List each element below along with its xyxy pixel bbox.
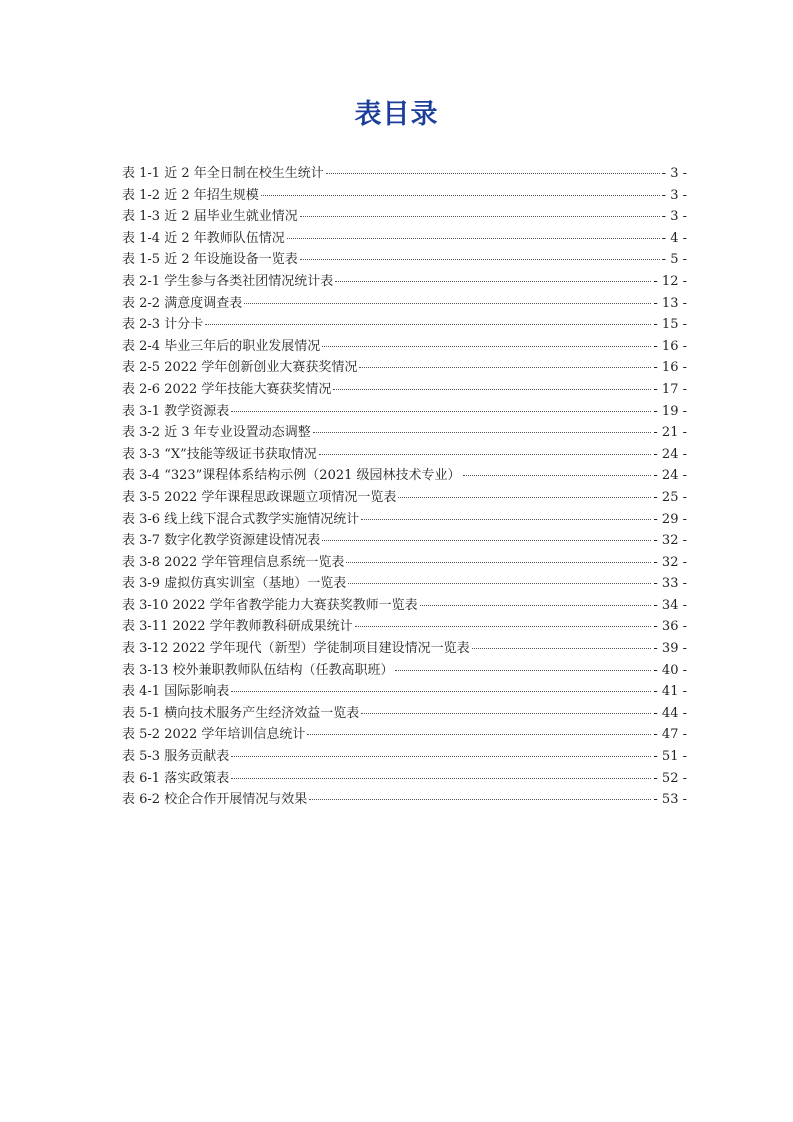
toc-entry-page-number: - 39 - [653, 641, 687, 657]
toc-entry-page-number: - 3 - [661, 187, 687, 203]
dot-leader [335, 281, 651, 282]
toc-entry-page-number: - 33 - [653, 576, 687, 592]
toc-entry-page-number: - 3 - [661, 209, 687, 225]
toc-entry-page-number: - 16 - [653, 338, 687, 354]
toc-entry[interactable] [122, 206, 687, 228]
dot-leader [300, 259, 660, 260]
toc-entry-page-number: - 17 - [653, 381, 687, 397]
toc-entry-label: 表 4-1 国际影响表 [122, 684, 230, 700]
toc-entry-page-number: - 44 - [653, 705, 687, 721]
toc-entry-label: 表 2-4 毕业三年后的职业发展情况 [122, 338, 321, 354]
toc-entry[interactable] [122, 271, 687, 293]
toc-entry-label: 表 3-4 “323”课程体系结构示例（2021 级园林技术专业） [122, 468, 461, 484]
toc-entry[interactable] [122, 789, 687, 811]
toc-entry[interactable] [122, 768, 687, 790]
toc-entry-page-number: - 19 - [653, 403, 687, 419]
toc-entry-label: 表 1-3 近 2 届毕业生就业情况 [122, 209, 298, 225]
toc-entry[interactable] [122, 746, 687, 768]
toc-entry[interactable] [122, 293, 687, 315]
toc-entry-label: 表 3-8 2022 学年管理信息系统一览表 [122, 554, 345, 570]
dot-leader [346, 562, 651, 563]
toc-entry-page-number: - 24 - [653, 468, 687, 484]
toc-entry-label: 表 2-1 学生参与各类社团情况统计表 [122, 273, 334, 289]
dot-leader [355, 626, 652, 627]
dot-leader [322, 540, 651, 541]
dot-leader [420, 605, 652, 606]
toc-entry-label: 表 2-3 计分卡 [122, 317, 204, 333]
toc-entry-page-number: - 29 - [653, 511, 687, 527]
toc-entry-page-number: - 32 - [653, 533, 687, 549]
dot-leader [319, 454, 652, 455]
toc-entry-label: 表 6-2 校企合作开展情况与效果 [122, 792, 308, 808]
toc-entry-page-number: - 12 - [653, 273, 687, 289]
dot-leader [313, 432, 652, 433]
toc-entry-label: 表 5-3 服务贡献表 [122, 749, 230, 765]
toc-entry-label: 表 3-7 数字化教学资源建设情况表 [122, 533, 321, 549]
toc-entry-label: 表 2-5 2022 学年创新创业大赛获奖情况 [122, 360, 358, 376]
toc-entry-label: 表 3-1 教学资源表 [122, 403, 230, 419]
toc-entry-page-number: - 3 - [661, 166, 687, 181]
toc-entry[interactable] [122, 573, 687, 595]
toc-entry[interactable] [122, 509, 687, 531]
dot-leader [326, 173, 660, 174]
dot-leader [322, 346, 651, 347]
toc-entry-label: 表 3-3 “X”技能等级证书获取情况 [122, 446, 317, 462]
toc-entry-page-number: - 51 - [653, 749, 687, 765]
toc-entry[interactable] [122, 401, 687, 423]
toc-entry-label: 表 3-10 2022 学年省教学能力大赛获奖教师一览表 [122, 597, 418, 613]
dot-leader [231, 691, 651, 692]
toc-entry-label: 表 3-5 2022 学年课程思政课题立项情况一览表 [122, 489, 397, 505]
toc-entry-page-number: - 5 - [661, 252, 687, 268]
dot-leader [348, 583, 651, 584]
dot-leader [333, 389, 651, 390]
toc-entry-label: 表 5-1 横向技术服务产生经济效益一览表 [122, 705, 360, 721]
toc-entry[interactable] [122, 552, 687, 574]
toc-entry-page-number: - 36 - [653, 619, 687, 635]
dot-leader [205, 324, 651, 325]
toc-entry[interactable] [122, 595, 687, 617]
toc-entry-page-number: - 13 - [653, 295, 687, 311]
toc-entry[interactable] [122, 357, 687, 379]
dot-leader [398, 497, 651, 498]
toc-entry-label: 表 3-13 校外兼职教师队伍结构（任教高职班） [122, 662, 394, 678]
toc-entry-label: 表 2-6 2022 学年技能大赛获奖情况 [122, 381, 332, 397]
toc-entry-page-number: - 47 - [653, 727, 687, 743]
toc-entry-label: 表 3-6 线上线下混合式教学实施情况统计 [122, 511, 360, 527]
toc-entry[interactable] [122, 228, 687, 250]
toc-entry[interactable] [122, 163, 687, 185]
toc-entry-label: 表 6-1 落实政策表 [122, 770, 230, 786]
toc-entry-label: 表 5-2 2022 学年培训信息统计 [122, 727, 306, 743]
toc-entry-page-number: - 21 - [653, 425, 687, 441]
dot-leader [231, 756, 651, 757]
toc-entry-page-number: - 15 - [653, 317, 687, 333]
toc-entry[interactable] [122, 336, 687, 358]
toc-entry-page-number: - 34 - [653, 597, 687, 613]
toc-entry-page-number: - 40 - [653, 662, 687, 678]
toc-entry-label: 表 1-1 近 2 年全日制在校生生统计 [122, 166, 324, 181]
toc-entry-label: 表 3-2 近 3 年专业设置动态调整 [122, 425, 311, 441]
toc-entry[interactable] [122, 724, 687, 746]
toc-entry[interactable] [122, 185, 687, 207]
toc-entry-page-number: - 41 - [653, 684, 687, 700]
dot-leader [287, 238, 660, 239]
table-of-contents-list [122, 163, 687, 811]
dot-leader [244, 303, 651, 304]
dot-leader [361, 713, 651, 714]
dot-leader [309, 799, 651, 800]
toc-entry[interactable] [122, 703, 687, 725]
dot-leader [361, 519, 651, 520]
toc-entry-page-number: - 4 - [661, 230, 687, 246]
dot-leader [231, 778, 651, 779]
toc-entry-page-number: - 16 - [653, 360, 687, 376]
toc-entry[interactable] [122, 660, 687, 682]
toc-entry[interactable] [122, 616, 687, 638]
dot-leader [307, 734, 651, 735]
toc-entry-page-number: - 32 - [653, 554, 687, 570]
page-title: 表目录 [354, 99, 439, 130]
toc-entry[interactable] [122, 444, 687, 466]
dot-leader [463, 475, 652, 476]
toc-entry-label: 表 1-4 近 2 年教师队伍情况 [122, 230, 285, 246]
toc-entry-page-number: - 53 - [653, 792, 687, 808]
toc-entry-page-number: - 25 - [653, 489, 687, 505]
toc-entry-label: 表 2-2 满意度调查表 [122, 295, 243, 311]
toc-entry-label: 表 1-2 近 2 年招生规模 [122, 187, 259, 203]
toc-entry-label: 表 3-12 2022 学年现代（新型）学徒制项目建设情况一览表 [122, 641, 470, 657]
toc-entry[interactable] [122, 249, 687, 271]
toc-entry[interactable] [122, 530, 687, 552]
dot-leader [261, 195, 660, 196]
toc-entry[interactable] [122, 422, 687, 444]
dot-leader [231, 411, 651, 412]
toc-entry-page-number: - 52 - [653, 770, 687, 786]
toc-entry[interactable] [122, 379, 687, 401]
toc-entry-label: 表 3-11 2022 学年教师教科研成果统计 [122, 619, 353, 635]
dot-leader [359, 367, 651, 368]
toc-entry-page-number: - 24 - [653, 446, 687, 462]
dot-leader [472, 648, 652, 649]
dot-leader [300, 216, 660, 217]
toc-entry[interactable] [122, 314, 687, 336]
toc-entry[interactable] [122, 681, 687, 703]
toc-entry[interactable] [122, 487, 687, 509]
toc-entry-label: 表 1-5 近 2 年设施设备一览表 [122, 252, 298, 268]
dot-leader [395, 670, 651, 671]
toc-entry-label: 表 3-9 虚拟仿真实训室（基地）一览表 [122, 576, 347, 592]
toc-entry[interactable] [122, 465, 687, 487]
toc-entry[interactable] [122, 638, 687, 660]
